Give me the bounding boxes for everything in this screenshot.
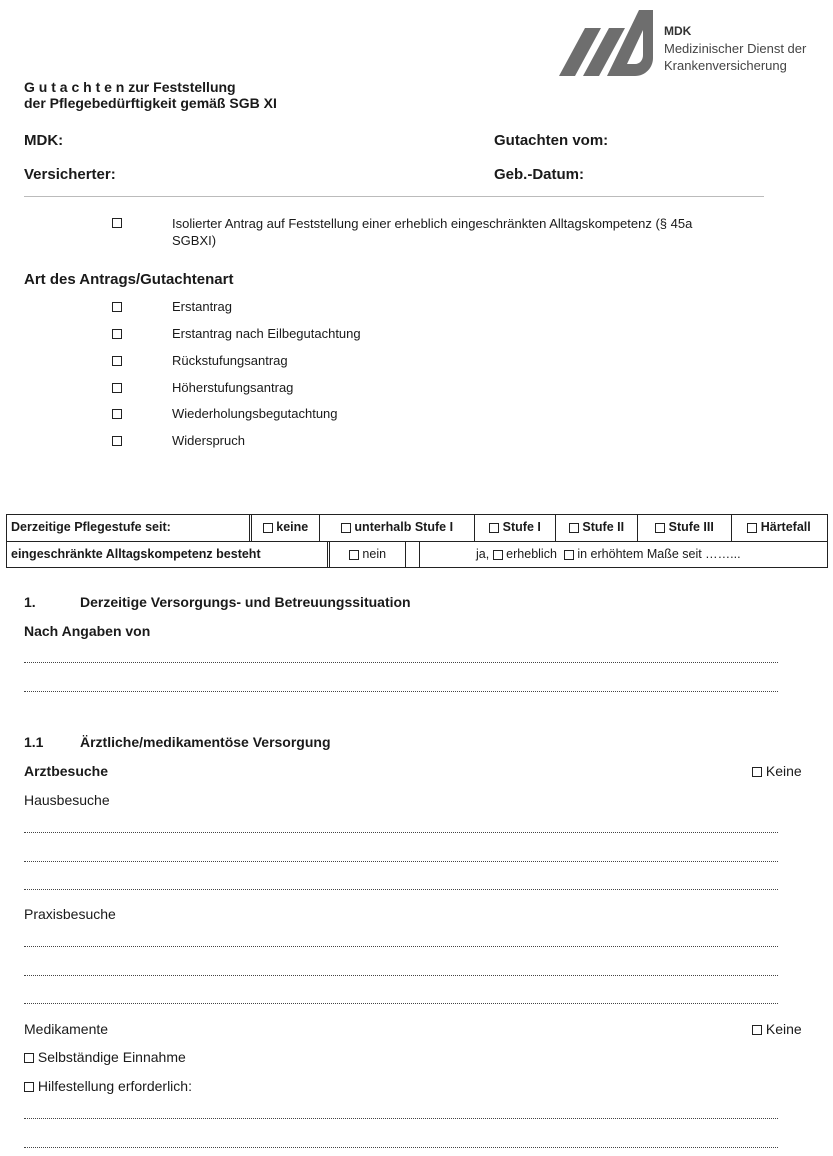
antrag-option: Rückstufungsantrag — [172, 353, 288, 368]
mdk-logo — [557, 8, 827, 80]
isolated-request-text-2: SGBXI) — [172, 233, 217, 248]
dotted-line — [24, 946, 778, 947]
isolated-request-text-1: Isolierter Antrag auf Feststellung einer erheblich eingeschränkten Alltagskompetenz (§ 45a — [172, 216, 693, 231]
logo-line1: Medizinischer Dienst der — [664, 41, 807, 56]
ja-option-group — [419, 542, 826, 568]
hausbesuche-label: Hausbesuche — [24, 792, 110, 808]
dotted-line — [24, 975, 778, 976]
dotted-line — [24, 889, 778, 890]
dotted-line — [24, 691, 778, 692]
gutachten-vom-label: Gutachten vom: — [494, 132, 609, 149]
antrag-option: Erstantrag nach Eilbegutachtung — [172, 326, 361, 341]
selbstaendig-checkbox[interactable] — [24, 1053, 34, 1063]
dotted-line — [24, 861, 778, 862]
section-1-number: 1. — [24, 594, 36, 610]
section-1-1-number: 1.1 — [24, 734, 44, 750]
document-title — [24, 79, 236, 95]
header-divider — [24, 196, 764, 197]
keine-medikamente[interactable]: Keine — [752, 1021, 802, 1037]
stufe-2-option[interactable]: Stufe II — [555, 515, 637, 541]
stufe-3-option[interactable]: Stufe III — [637, 515, 731, 541]
nein-option[interactable]: nein — [327, 542, 405, 568]
keine-checkbox[interactable] — [752, 1025, 762, 1035]
selbstaendige-einnahme[interactable]: Selbständige Einnahme — [24, 1049, 186, 1065]
section-1-title: Derzeitige Versorgungs- und Betreuungssituation — [80, 594, 411, 610]
antrag-heading: Art des Antrags/Gutachtenart — [24, 271, 234, 288]
pflegestufe-table — [6, 514, 828, 568]
haertefall-option[interactable]: Härtefall — [731, 515, 826, 541]
title-rest: zur Feststellung — [124, 79, 236, 95]
hoeherstufung-checkbox[interactable] — [112, 383, 122, 393]
arztbesuche-label: Arztbesuche — [24, 763, 109, 779]
mdk-field-label: MDK: — [24, 132, 64, 149]
erhoeht-checkbox[interactable] — [564, 550, 574, 560]
title-spaced: G u t a c h t e n — [24, 79, 125, 95]
erstantrag-checkbox[interactable] — [112, 302, 122, 312]
dotted-line — [24, 1118, 778, 1119]
praxisbesuche-label: Praxisbesuche — [24, 906, 116, 922]
unterhalb-stufe-option[interactable]: unterhalb Stufe I — [319, 515, 474, 541]
widerspruch-checkbox[interactable] — [112, 436, 122, 446]
medikamente-label: Medikamente — [24, 1021, 109, 1037]
dotted-line — [24, 1003, 778, 1004]
stufe-1-option[interactable]: Stufe I — [474, 515, 555, 541]
pflegestufe-label: Derzeitige Pflegestufe seit: — [11, 520, 171, 534]
alltagskompetenz-row — [7, 541, 827, 567]
erhoeht-label: in erhöhtem Maße seit ……... — [577, 547, 741, 561]
dotted-line — [24, 1147, 778, 1148]
empty-cell — [405, 542, 419, 568]
ja-label: ja, — [476, 547, 490, 561]
geb-datum-label: Geb.-Datum: — [494, 166, 584, 183]
alltagskompetenz-label: eingeschränkte Alltagskompetenz besteht — [11, 547, 261, 561]
document-subtitle: der Pflegebedürftigkeit gemäß SGB XI — [24, 95, 277, 111]
nach-angaben-label: Nach Angaben von — [24, 623, 151, 639]
eilbegutachtung-checkbox[interactable] — [112, 329, 122, 339]
erheblich-label: erheblich — [506, 547, 557, 561]
antrag-option: Widerspruch — [172, 433, 245, 448]
rueckstufung-checkbox[interactable] — [112, 356, 122, 366]
dotted-line — [24, 832, 778, 833]
logo-abbr: MDK — [664, 24, 692, 38]
logo-line2: Krankenversicherung — [664, 58, 787, 73]
antrag-option: Wiederholungsbegutachtung — [172, 406, 338, 421]
hilfestellung[interactable]: Hilfestellung erforderlich: — [24, 1078, 192, 1094]
hilfestellung-checkbox[interactable] — [24, 1082, 34, 1092]
antrag-option: Erstantrag — [172, 299, 232, 314]
mdk-logo-mark-icon — [557, 8, 657, 78]
keine-checkbox[interactable] — [752, 767, 762, 777]
antrag-option: Höherstufungsantrag — [172, 380, 294, 395]
pflegestufe-row — [7, 515, 827, 541]
keine-arztbesuche[interactable]: Keine — [752, 763, 802, 779]
erheblich-checkbox[interactable] — [493, 550, 503, 560]
keine-option[interactable]: keine — [249, 515, 319, 541]
wiederholung-checkbox[interactable] — [112, 409, 122, 419]
dotted-line — [24, 662, 778, 663]
section-1-1-title: Ärztliche/medikamentöse Versorgung — [80, 734, 331, 750]
versicherter-label: Versicherter: — [24, 166, 116, 183]
isolated-request-checkbox[interactable] — [112, 218, 122, 228]
